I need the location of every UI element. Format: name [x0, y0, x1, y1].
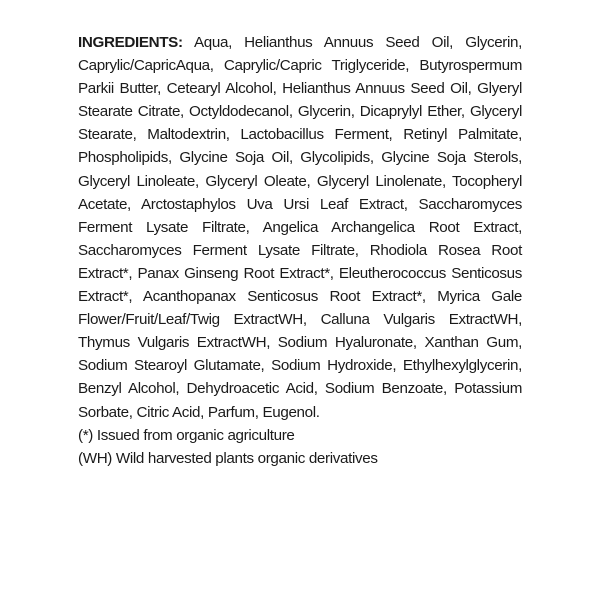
ingredients-paragraph: [78, 31, 522, 424]
ingredients-panel: [78, 31, 522, 470]
ingredients-list-text: Aqua, Helianthus Annuus Seed Oil, Glycerin, Caprylic/CapricAqua, Caprylic/Capric Triglyceride, Butyrospermum Parkii Butter, Cetearyl Alcohol, Helianthus Annuus Seed Oil, Glyeryl Stearate Citrate, Octyldodecanol, Glycerin, Dicaprylyl Ether, Glyceryl Stearate, Maltodextrin, Lactobacillus Ferment, Retinyl Palmitate, Phospholipids, Glycine Soja Oil, Glycolipids, Glycine Soja Sterols, Glyceryl Linoleate, Glyceryl Oleate, Glyceryl Linolenate, Tocopheryl Acetate, Arctostaphylos Uva Ursi Leaf Extract, Saccharomyces Ferment Lysate Filtrate, Angelica Archangelica Root Extract, Saccharomyces Ferment Lysate Filtrate, Rhodiola Rosea Root Extract*, Panax Ginseng Root Extract*, Eleutherococcus Senticosus Extract*, Acanthopanax Senticosus Root Extract*, Myrica Gale Flower/Fruit/Leaf/Twig ExtractWH, Calluna Vulgaris ExtractWH, Thymus Vulgaris ExtractWH, Sodium Hyaluronate, Xanthan Gum, Sodium Stearoyl Glutamate, Sodium Hydroxide, Ethylhexylglycerin, Benzyl Alcohol, Dehydroacetic Acid, Sodium Benzoate, Potassium Sorbate, Citric Acid, Parfum, Eugenol.: [78, 34, 522, 421]
ingredients-label: INGREDIENTS:: [78, 34, 183, 51]
footnote-wild-harvested: (WH) Wild harvested plants organic derivatives: [78, 449, 378, 467]
footnote-organic: (*) Issued from organic agriculture: [78, 426, 295, 444]
